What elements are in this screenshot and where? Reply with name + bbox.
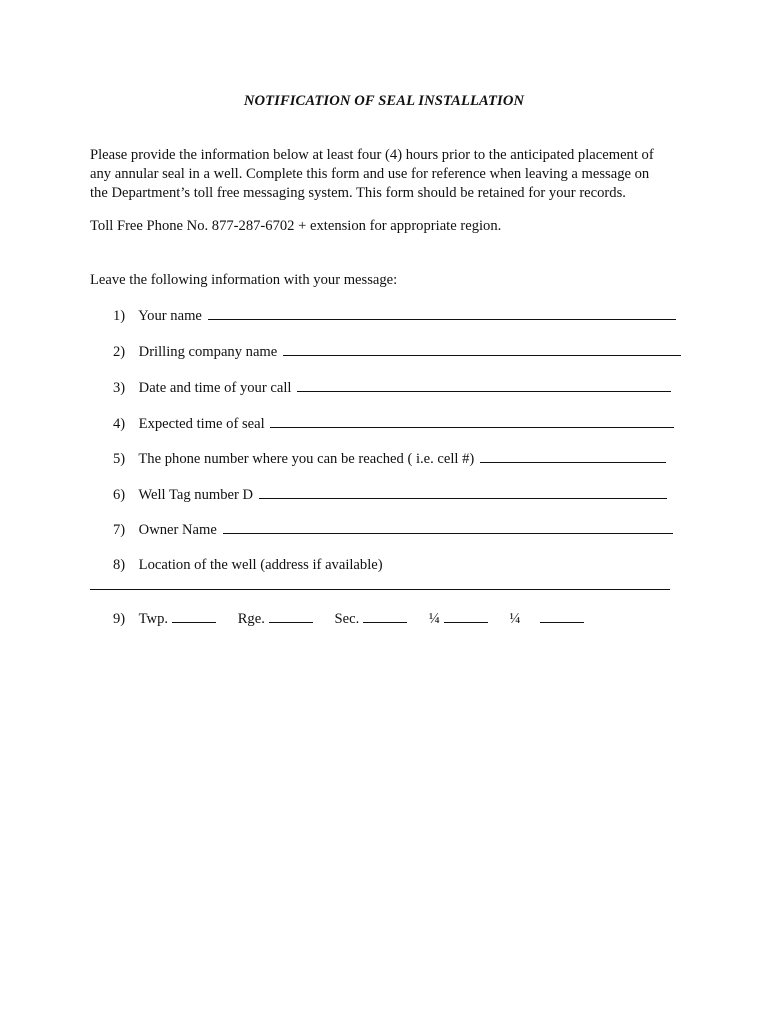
field-well-location — [113, 556, 383, 575]
form-title: NOTIFICATION OF SEAL INSTALLATION — [243, 93, 525, 109]
field-label: The phone number where you can be reached ( i.e. cell #) — [138, 451, 475, 467]
field-legal-description — [113, 609, 602, 629]
leave-line: Leave the following information with your message: — [90, 272, 398, 288]
quarter-blank[interactable] — [540, 609, 584, 623]
intro-line: the Department’s toll free messaging system. This form should be retained for your records. — [90, 185, 626, 201]
rge-field — [238, 609, 313, 629]
item-number: 5) — [113, 451, 126, 467]
item-number: 1) — [113, 308, 126, 324]
twp-label: Twp. — [138, 611, 169, 627]
fill-line[interactable] — [259, 485, 667, 499]
leave-paragraph — [90, 271, 690, 290]
sec-blank[interactable] — [363, 609, 407, 623]
item-number: 6) — [113, 487, 126, 503]
item-number: 2) — [113, 344, 126, 360]
fill-line[interactable] — [283, 342, 681, 356]
intro-line: any annular seal in a well. Complete this form and use for reference when leaving a message on — [90, 166, 650, 182]
field-owner-name — [113, 520, 673, 540]
fill-line[interactable] — [223, 520, 673, 534]
phone-line: Toll Free Phone No. 877-287-6702 + extension for appropriate region. — [90, 218, 502, 234]
quarter-field-1 — [429, 609, 488, 629]
quarter-blank[interactable] — [444, 609, 488, 623]
quarter-label: ¼ — [428, 611, 440, 627]
fill-line[interactable] — [480, 449, 666, 463]
field-label: Expected time of seal — [138, 416, 265, 432]
fill-line[interactable] — [270, 414, 674, 428]
fill-line[interactable] — [208, 306, 676, 320]
sec-field — [335, 609, 408, 629]
fill-line[interactable] — [297, 378, 671, 392]
sec-label: Sec. — [334, 611, 360, 627]
item-number: 4) — [113, 416, 126, 432]
field-date-time-call — [113, 378, 671, 398]
field-expected-time-seal — [113, 414, 674, 434]
quarter-label: ¼ — [509, 611, 521, 627]
twp-field — [139, 609, 216, 629]
quarter-field-2 — [510, 609, 585, 629]
field-label: Your name — [138, 308, 202, 324]
field-label: Well Tag number D — [138, 487, 254, 503]
item-number: 8) — [113, 557, 126, 573]
field-label: Location of the well (address if available) — [138, 557, 383, 573]
location-fill-line[interactable] — [90, 575, 670, 590]
field-drilling-company — [113, 342, 681, 362]
field-label: Date and time of your call — [138, 380, 292, 396]
field-your-name — [113, 306, 676, 326]
field-label: Owner Name — [138, 522, 217, 538]
field-phone-number — [113, 449, 666, 469]
rge-label: Rge. — [237, 611, 265, 627]
twp-blank[interactable] — [172, 609, 216, 623]
rge-blank[interactable] — [269, 609, 313, 623]
phone-paragraph — [90, 217, 690, 236]
field-label: Drilling company name — [138, 344, 278, 360]
intro-line: Please provide the information below at least four (4) hours prior to the anticipated placement of — [90, 147, 654, 163]
field-well-tag — [113, 485, 667, 505]
item-number: 3) — [113, 380, 126, 396]
item-number: 7) — [113, 522, 126, 538]
item-number: 9) — [113, 611, 126, 627]
intro-paragraph — [90, 146, 690, 203]
